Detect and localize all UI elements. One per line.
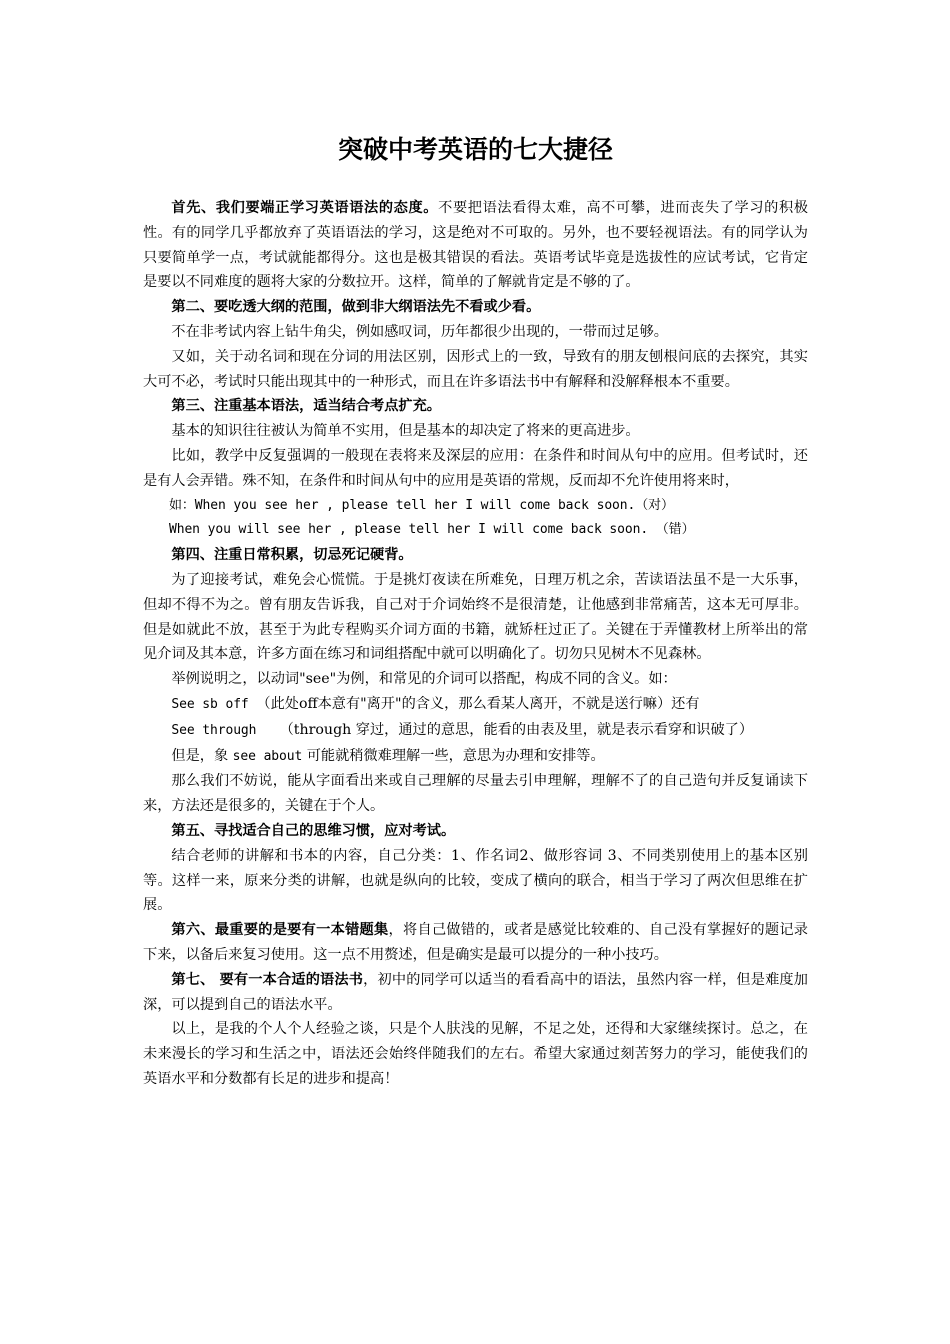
example-sentence-wrong: When you will see her , please tell her I will come back soon. （错） xyxy=(169,522,695,538)
document-body xyxy=(143,196,808,1092)
paragraph-4c-en: see about xyxy=(232,748,303,764)
paragraph-4c-b: 可能就稍微难理解一些，意思为办理和安排等。 xyxy=(302,747,605,764)
paragraph-6-text: ，将自己做错的，或者是感觉比较难的、自己没有掌握好的题记录下来，以备后来复习使用。这一点不用赘述，但是确实是最可以提分的一种小技巧。 xyxy=(143,922,808,963)
paragraph-4c-a: 但是，象 xyxy=(171,747,233,764)
example-see-through-en: See through xyxy=(171,722,280,738)
example-see-off xyxy=(143,692,808,718)
document-title: 突破中考英语的七大捷径 xyxy=(337,135,613,164)
paragraph-4c xyxy=(143,744,808,770)
paragraph-7-lead: 第七、 要有一本合适的语法书 xyxy=(171,971,364,988)
paragraph-1-lead: 首先、我们要端正学习英语语法的态度。 xyxy=(171,200,439,216)
paragraph-2a: 不在非考试内容上钻牛角尖，例如感叹词，历年都很少出现的，一带而过足够。 xyxy=(171,323,668,340)
heading-4: 第四、注重日常积累，切忌死记硬背。 xyxy=(171,547,413,564)
example-see-off-en: See sb off xyxy=(171,696,257,712)
paragraph-4d: 那么我们不妨说，能从字面看出来或自己理解的尽量去引申理解，理解不了的自己造句并反复诵读下来，方法还是很多的，关键在于个人。 xyxy=(143,773,808,815)
paragraph-4a: 为了迎接考试，难免会心慌慌。于是挑灯夜读在所难免，日理万机之余，苦读语法虽不是一大乐事，但却不得不为之。曾有朋友告诉我，自己对于介词始终不是很清楚，让他感到非常痛苦，这本无可厚非。但是如就此不放，甚至于为此专程购买介词方面的书籍，就矫枉过正了。关键在于弄懂教材上所举出的常见介词及其本意，许多方面在练习和词组搭配中就可以明确化了。切勿只见树木不见森林。 xyxy=(143,571,808,663)
heading-3: 第三、注重基本语法，适当结合考点扩充。 xyxy=(171,398,441,415)
example-see-through-zh: （through 穿过，通过的意思，能看的由表及里，就是表示看穿和识破了） xyxy=(279,721,754,738)
paragraph-1-text: 不要把语法看得太难，高不可攀，进而丧失了学习的积极性。有的同学几乎都放弃了英语语法的学习，这是绝对不可取的。另外，也不要轻视语法。有的同学认为只要简单学一点，考试就能都得分。这也是极其错误的看法。英语考试毕竟是选拔性的应试考试，它肯定是要以不同难度的题将大家的分数拉开。这样，简单的了解就肯定是不够的了。 xyxy=(143,200,808,291)
paragraph-5: 结合老师的讲解和书本的内容，自己分类：1、作名词2、做形容词 3、不同类别使用上的基本区别等。这样一来，原来分类的讲解，也就是纵向的比较，变成了横向的联合，相当于学习了两次但思维在扩展。 xyxy=(143,847,808,914)
paragraph-3b: 比如，教学中反复强调的一般现在表将来及深层的应用：在条件和时间从句中的应用。但考试时，还是有人会弄错。殊不知，在条件和时间从句中的应用是英语的常规，反而却不允许使用将来时， xyxy=(143,447,808,489)
paragraph-4b: 举例说明之，以动词"see"为例，和常见的介词可以搭配，构成不同的含义。如： xyxy=(171,671,677,688)
example-sentence-correct: 如：When you see her , please tell her I will come back soon.（对） xyxy=(169,497,674,513)
paragraph-1 xyxy=(143,196,808,295)
example-see-through xyxy=(143,718,808,744)
heading-5: 第五、寻找适合自己的思维习惯，应对考试。 xyxy=(171,822,456,839)
paragraph-7-text: ，初中的同学可以适当的看看高中的语法，虽然内容一样，但是难度加深，可以提到自己的语法水平。 xyxy=(143,971,808,1013)
paragraph-3a: 基本的知识往往被认为简单不实用，但是基本的却决定了将来的更高进步。 xyxy=(171,423,640,440)
example-see-off-zh: （此处off本意有"离开"的含义，那么看某人离开，不就是送行嘛）还有 xyxy=(256,695,700,712)
paragraph-8: 以上，是我的个人个人经验之谈，只是个人肤浅的见解，不足之处，还得和大家继续探讨。总之，在未来漫长的学习和生活之中，语法还会始终伴随我们的左右。希望大家通过刻苦努力的学习，能使我们的英语水平和分数都有长足的进步和提高！ xyxy=(143,1021,808,1087)
heading-2: 第二、要吃透大纲的范围，做到非大纲语法先不看或少看。 xyxy=(171,299,541,316)
paragraph-2b: 又如，关于动名词和现在分词的用法区别，因形式上的一致，导致有的朋友刨根问底的去探究，其实大可不必，考试时只能出现其中的一种形式，而且在许多语法书中有解释和没解释根本不重要。 xyxy=(143,348,808,390)
paragraph-6 xyxy=(143,918,808,968)
paragraph-6-lead: 第六、最重要的是要有一本错题集 xyxy=(171,922,389,939)
paragraph-7 xyxy=(143,968,808,1018)
